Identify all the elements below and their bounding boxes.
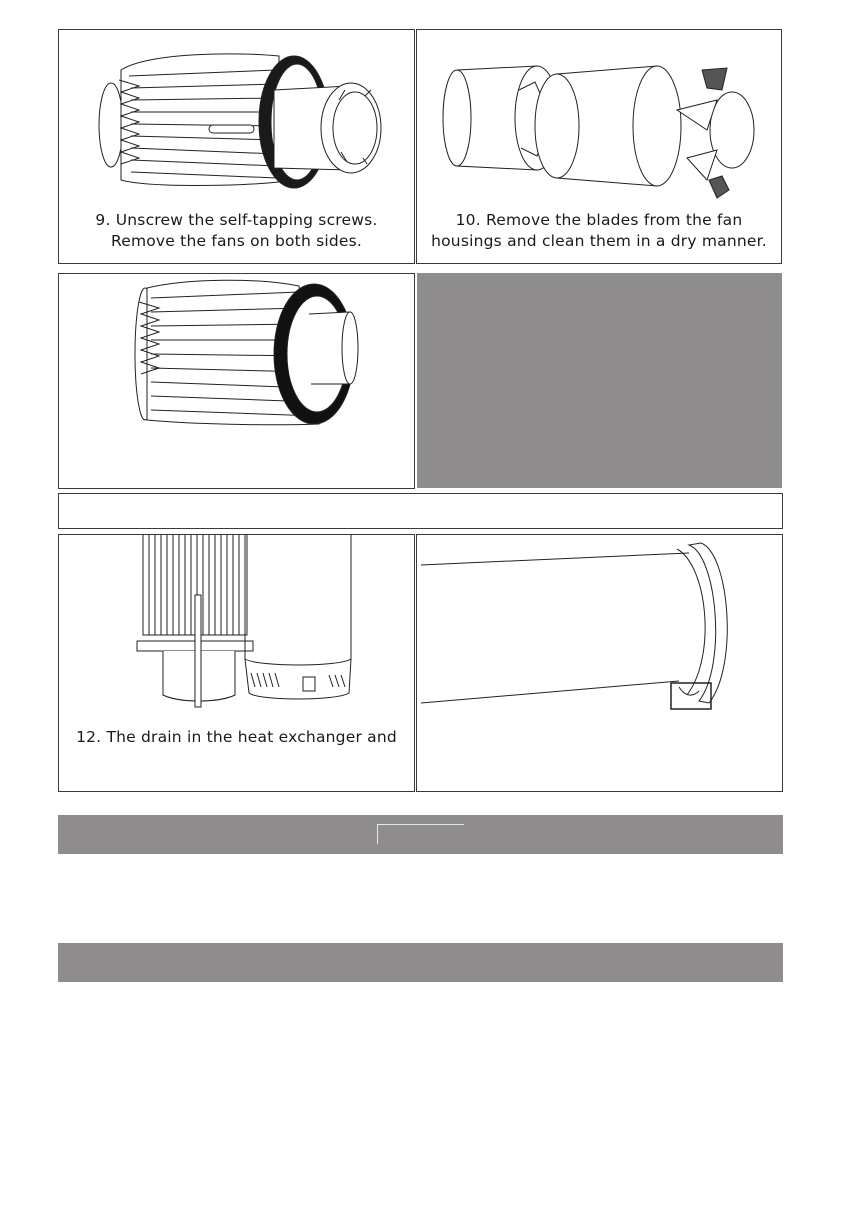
step-12-caption — [59, 727, 414, 748]
empty-gray-block — [417, 273, 782, 488]
step-11-panel — [58, 273, 415, 489]
pipe-with-highlight-illustration — [417, 535, 783, 792]
drain-illustration — [59, 535, 415, 715]
step-10-caption — [417, 210, 781, 252]
step-9-panel — [58, 29, 415, 264]
pipe-detail-panel — [416, 534, 783, 792]
step-10-caption-line-2: housings and clean them in a dry manner. — [431, 232, 767, 250]
step-9-caption-line-2: Remove the fans on both sides. — [110, 232, 363, 250]
header-bar-tab-outline — [377, 824, 464, 844]
step-9-caption-line-1: 9. Unscrew the self-tapping screws. — [95, 211, 378, 229]
step-10-panel — [416, 29, 782, 264]
step-12-panel — [58, 534, 415, 792]
fan-blades-removal-illustration — [417, 30, 782, 210]
step-9-caption — [59, 210, 414, 252]
step-10-caption-line-1: 10. Remove the blades from the fan — [455, 211, 743, 229]
step-12-caption-line-1: 12. The drain in the heat exchanger and — [76, 728, 397, 746]
heat-exchanger-illustration — [59, 274, 415, 489]
section-header-bar-2 — [58, 943, 783, 982]
heat-exchanger-with-fans-illustration — [59, 30, 415, 210]
section-header-bar — [58, 815, 783, 854]
empty-caption-strip — [58, 493, 783, 529]
